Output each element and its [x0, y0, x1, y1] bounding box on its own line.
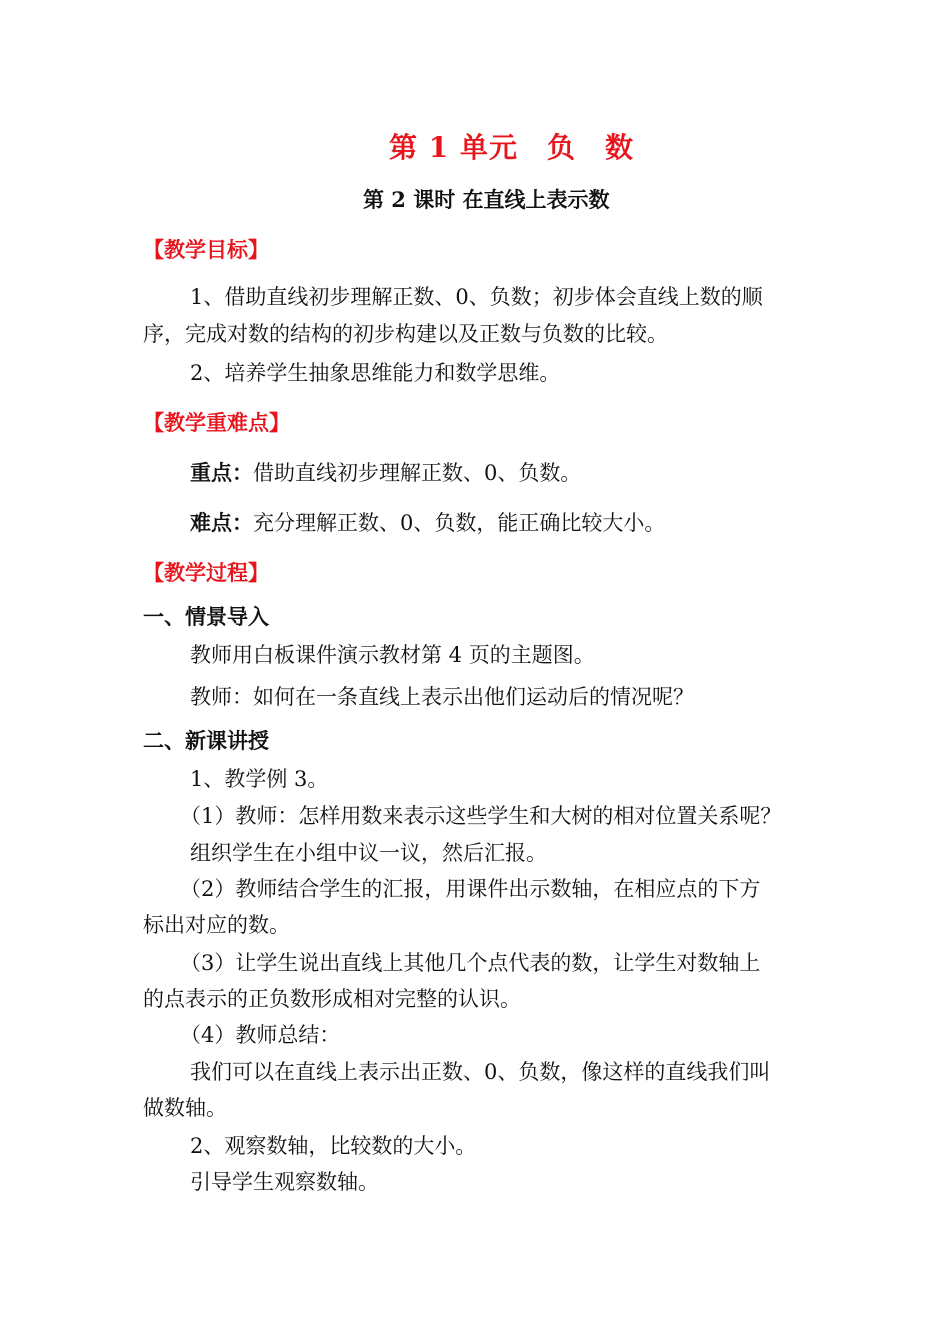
- part1-heading: 一、情景导入: [143, 604, 269, 629]
- summary-line-1: 我们可以在直线上表示出正数、0、负数，像这样的直线我们叫: [190, 1060, 771, 1084]
- difficulty-point: [190, 509, 665, 537]
- substep-3-line-1: （3）让学生说出直线上其他几个点代表的数，让学生对数轴上: [180, 951, 761, 975]
- objective-1-line-2: 序，完成对数的结构的初步构建以及正数与负数的比较。: [143, 322, 668, 346]
- substep-1-line-2: 组织学生在小组中议一议，然后汇报。: [190, 841, 547, 865]
- summary-line-2: 做数轴。: [143, 1096, 227, 1120]
- lesson-subtitle: 第 2 课时 在直线上表示数: [363, 187, 610, 212]
- objective-2: 2、培养学生抽象思维能力和数学思维。: [190, 361, 561, 385]
- objectives-heading: 【教学目标】: [143, 237, 269, 262]
- substep-2-line-1: （2）教师结合学生的汇报，用课件出示数轴，在相应点的下方: [180, 877, 761, 901]
- part1-line-2: 教师：如何在一条直线上表示出他们运动后的情况呢？: [190, 685, 694, 709]
- substep-2-line-2: 标出对应的数。: [143, 913, 290, 937]
- keypoints-heading: 【教学重难点】: [143, 410, 290, 435]
- part2-heading: 二、新课讲授: [143, 728, 269, 753]
- substep-3-line-2: 的点表示的正负数形成相对完整的认识。: [143, 987, 521, 1011]
- substep-4: （4）教师总结：: [180, 1023, 341, 1047]
- step-2: 2、观察数轴，比较数的大小。: [190, 1134, 477, 1158]
- difficulty-label: 难点：: [190, 510, 253, 535]
- difficulty-text: 充分理解正数、0、负数，能正确比较大小。: [253, 511, 666, 535]
- unit-title: 第 1 单元 负 数: [389, 131, 634, 164]
- step-1: 1、教学例 3。: [190, 767, 329, 791]
- substep-1-line-1: （1）教师：怎样用数来表示这些学生和大树的相对位置关系呢？: [180, 804, 782, 828]
- step-2-line-1: 引导学生观察数轴。: [190, 1170, 379, 1194]
- objective-1-line-1: 1、借助直线初步理解正数、0、负数；初步体会直线上数的顺: [190, 285, 763, 309]
- focus-label: 重点：: [190, 460, 253, 485]
- focus-text: 借助直线初步理解正数、0、负数。: [253, 461, 582, 485]
- focus-point: [190, 459, 581, 487]
- process-heading: 【教学过程】: [143, 560, 269, 585]
- part1-line-1: 教师用白板课件演示教材第 4 页的主题图。: [190, 643, 595, 667]
